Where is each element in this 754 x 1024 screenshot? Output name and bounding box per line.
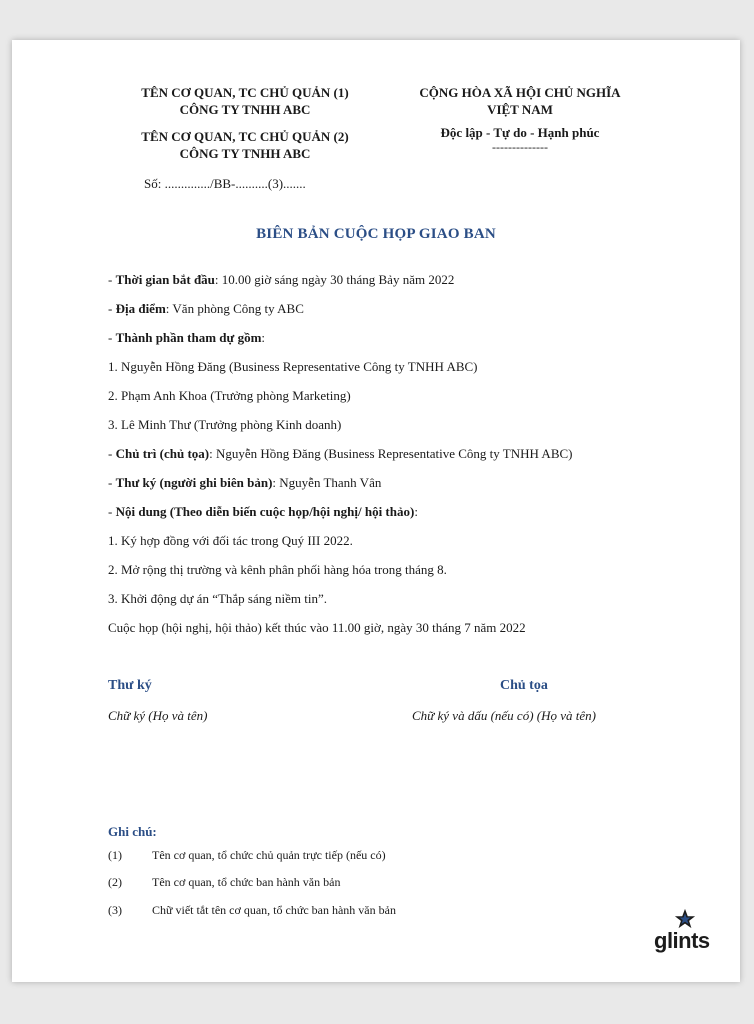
closing-line: Cuộc họp (hội nghị, hội thảo) kết thúc vào 11.00 giờ, ngày 30 tháng 7 năm 2022 — [108, 620, 526, 635]
company-name-2: CÔNG TY TNHH ABC — [179, 146, 311, 161]
company-name-1: CÔNG TY TNHH ABC — [179, 102, 311, 117]
national-title-line1: CỘNG HÒA XÃ HỘI CHỦ NGHĨA — [419, 85, 621, 100]
document-title: BIÊN BẢN CUỘC HỌP GIAO BAN — [256, 226, 496, 242]
secretary-line: - Thư ký (người ghi biên bản): Nguyễn Thanh Vân — [108, 475, 382, 490]
secretary-signature-title: Thư ký — [108, 678, 152, 693]
note-text: Chữ viết tắt tên cơ quan, tổ chức ban hành văn bản — [152, 903, 396, 917]
national-title-line2: VIỆT NAM — [487, 102, 553, 117]
attendee-item: 2. Phạm Anh Khoa (Trưởng phòng Marketing) — [108, 388, 351, 403]
note-text: Tên cơ quan, tổ chức ban hành văn bản — [152, 875, 341, 889]
logo-text: glints — [654, 928, 710, 953]
place-line: - Địa điểm: Văn phòng Công ty ABC — [108, 301, 304, 316]
chair-signature-subtitle: Chữ ký và dấu (nếu có) (Họ và tên) — [412, 708, 596, 723]
attendee-item: 3. Lê Minh Thư (Trưởng phòng Kinh doanh) — [108, 417, 342, 432]
secretary-signature-subtitle: Chữ ký (Họ và tên) — [108, 708, 208, 723]
note-number: (1) — [108, 848, 122, 862]
note-number: (2) — [108, 875, 122, 889]
secretary-value: : Nguyễn Thanh Vân — [272, 475, 382, 490]
agenda-item: 3. Khởi động dự án “Thắp sáng niềm tin”. — [108, 591, 327, 606]
header-right — [390, 84, 650, 153]
document-number: Số: ............../BB-..........(3)....... — [144, 176, 306, 191]
start-time-value: : 10.00 giờ sáng ngày 30 tháng Bảy năm 2022 — [214, 272, 455, 287]
glints-logo — [654, 908, 724, 958]
star-icon — [674, 908, 696, 930]
note-text: Tên cơ quan, tổ chức chủ quản trực tiếp (nếu có) — [152, 848, 386, 862]
notes-title: Ghi chú: — [108, 824, 157, 839]
motto-divider: -------------- — [492, 140, 548, 154]
chair-signature-title: Chủ tọa — [500, 678, 548, 693]
place-value: : Văn phòng Công ty ABC — [165, 301, 304, 316]
start-time-label: Thời gian bắt đầu — [115, 272, 215, 287]
parent-agency-2: TÊN CƠ QUAN, TC CHỦ QUẢN (2) — [141, 129, 349, 144]
agenda-item: 2. Mở rộng thị trường và kênh phân phối hàng hóa trong tháng 8. — [108, 562, 447, 577]
header-left — [100, 84, 390, 162]
attendees-heading: - Thành phần tham dự gồm: — [108, 330, 266, 345]
secretary-label: Thư ký (người ghi biên bản) — [115, 475, 273, 490]
agenda-heading: - Nội dung (Theo diễn biến cuộc họp/hội nghị/ hội thảo): — [108, 504, 418, 519]
attendee-item: 1. Nguyễn Hồng Đăng (Business Representative Công ty TNHH ABC) — [108, 359, 478, 374]
note-number: (3) — [108, 903, 122, 917]
agenda-label: Nội dung (Theo diễn biến cuộc họp/hội nghị/ hội thảo) — [115, 504, 415, 519]
chair-label: Chủ trì (chủ tọa) — [115, 446, 210, 461]
agenda-item: 1. Ký hợp đồng với đối tác trong Quý III 2022. — [108, 533, 353, 548]
parent-agency-1: TÊN CƠ QUAN, TC CHỦ QUẢN (1) — [141, 85, 349, 100]
chair-line: - Chủ trì (chủ tọa): Nguyễn Hồng Đăng (Business Representative Công ty TNHH ABC) — [108, 446, 573, 461]
place-label: Địa điểm — [115, 301, 166, 316]
document-page — [12, 40, 740, 982]
attendees-label: Thành phần tham dự gồm — [115, 330, 262, 345]
start-time-line: - Thời gian bắt đầu: 10.00 giờ sáng ngày 30 tháng Bảy năm 2022 — [108, 272, 455, 287]
national-motto: Độc lập - Tự do - Hạnh phúc — [440, 125, 600, 140]
chair-value: : Nguyễn Hồng Đăng (Business Representative Công ty TNHH ABC) — [209, 446, 573, 461]
